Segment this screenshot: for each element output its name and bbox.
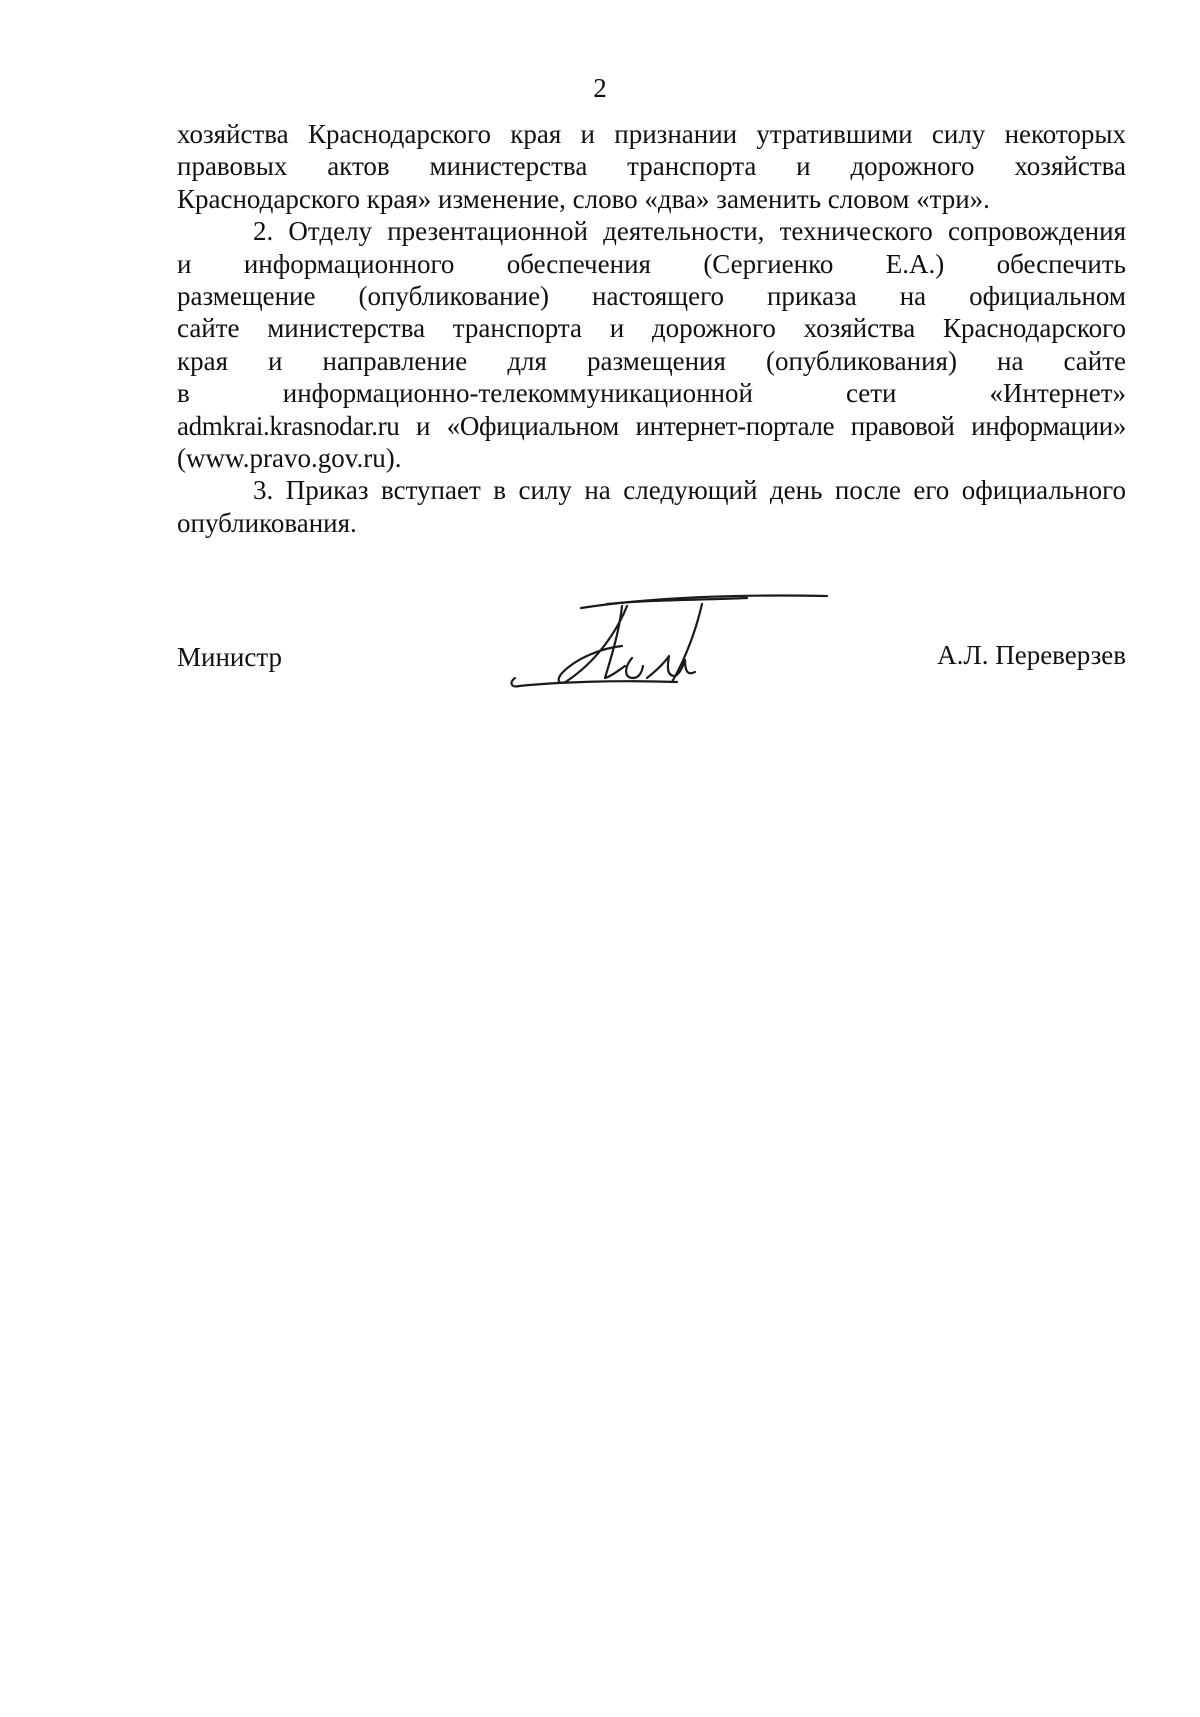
handwritten-signature bbox=[497, 586, 857, 696]
paragraph-continuation bbox=[177, 118, 1126, 215]
text-line: опубликования. bbox=[177, 507, 357, 538]
text-line: сайте министерства транспорта и дорожного хозяйства Краснодарского bbox=[177, 313, 1126, 344]
signer-name: А.Л. Переверзев bbox=[937, 640, 1126, 670]
text-line: правовых актов министерства транспорта и дорожного хозяйства bbox=[177, 151, 1126, 182]
signature-block bbox=[177, 586, 1126, 696]
text-line: 2. Отделу презентационной деятельности, технического сопровождения bbox=[253, 216, 1126, 247]
signer-position: Министр bbox=[177, 642, 282, 672]
text-line: 3. Приказ вступает в силу на следующий день после его официального bbox=[253, 475, 1126, 506]
text-line: (www.pravo.gov.ru). bbox=[177, 443, 402, 474]
text-line: края и направление для размещения (опубликования) на сайте bbox=[177, 345, 1126, 376]
document-body bbox=[177, 118, 1126, 539]
text-line: admkrai.krasnodar.ru и «Официальном интернет-портале правовой информации» bbox=[177, 410, 1126, 441]
page-number: 2 bbox=[593, 73, 607, 103]
text-line: хозяйства Краснодарского края и признании утратившими силу некоторых bbox=[177, 119, 1126, 149]
paragraph-item-3 bbox=[177, 474, 1126, 539]
paragraph-item-2 bbox=[177, 215, 1126, 474]
text-line: и информационного обеспечения (Сергиенко Е.А.) обеспечить bbox=[177, 248, 1126, 279]
text-line: в информационно-телекоммуникационной сети «Интернет» bbox=[177, 378, 1126, 409]
text-line: размещение (опубликование) настоящего приказа на официальном bbox=[177, 281, 1126, 312]
text-line: Краснодарского края» изменение, слово «два» заменить словом «три». bbox=[177, 183, 990, 214]
